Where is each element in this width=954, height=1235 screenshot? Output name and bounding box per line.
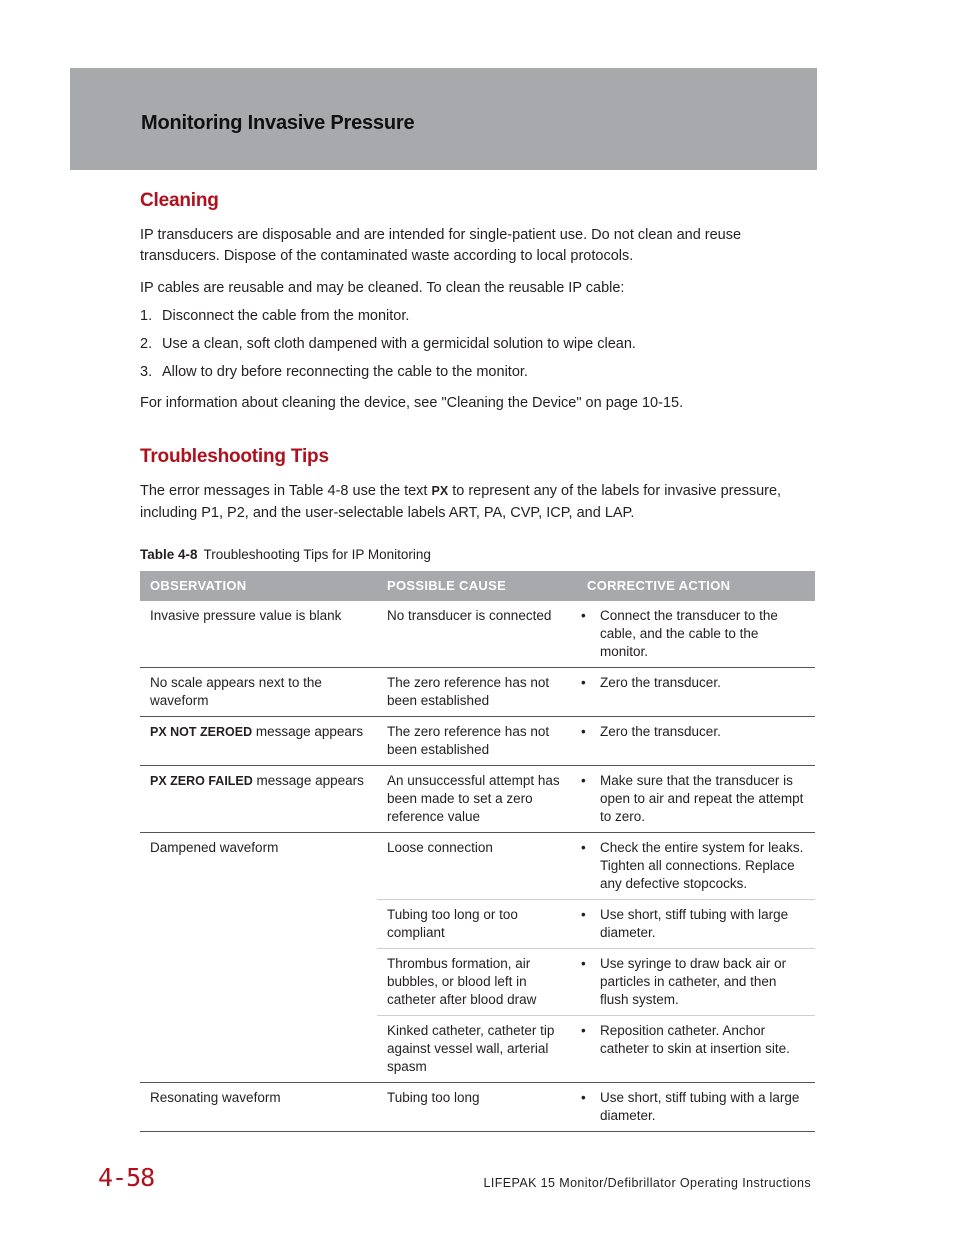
observation-cell: Dampened waveform: [140, 833, 377, 1083]
table-caption: [140, 547, 431, 562]
cleaning-heading: Cleaning: [140, 190, 219, 211]
cause-cell: The zero reference has not been established: [377, 717, 577, 766]
column-header-corrective-action: CORRECTIVE ACTION: [577, 571, 815, 601]
action-bullet: • Reposition catheter. Anchor catheter to skin at insertion site.: [581, 1022, 805, 1058]
chapter-header-band: [70, 68, 817, 170]
action-cell: [577, 601, 815, 668]
action-bullet: • Use short, stiff tubing with large diameter.: [581, 906, 805, 942]
table-header-row: [140, 571, 815, 601]
cleaning-step-3: 3. Allow to dry before reconnecting the cable to the monitor.: [140, 364, 528, 380]
observation-cell: PX ZERO FAILED message appears: [140, 766, 377, 833]
table-row: [140, 833, 815, 900]
action-cell: [577, 766, 815, 833]
action-bullet: • Make sure that the transducer is open to air and repeat the attempt to zero.: [581, 772, 805, 826]
troubleshooting-intro: The error messages in Table 4-8 use the text PX to represent any of the labels for invasive pressure, including P1, P2, and the user-selectable labels ART, PA, CVP, ICP, and LAP.: [140, 483, 782, 521]
action-bullet: • Use short, stiff tubing with a large diameter.: [581, 1089, 805, 1125]
cause-cell: The zero reference has not been established: [377, 668, 577, 717]
action-bullet: • Check the entire system for leaks. Tighten all connections. Replace any defective stopcocks.: [581, 839, 805, 893]
footer-document-title: LIFEPAK 15 Monitor/Defibrillator Operating Instructions: [483, 1176, 811, 1190]
action-bullet: • Zero the transducer.: [581, 723, 805, 741]
troubleshooting-table: [140, 571, 815, 1132]
cleaning-paragraph-2: IP cables are reusable and may be cleaned. To clean the reusable IP cable:: [140, 280, 625, 296]
table-row: [140, 601, 815, 668]
observation-message-code: PX ZERO FAILED: [150, 774, 253, 788]
observation-message-code: PX NOT ZEROED: [150, 725, 253, 739]
action-bullet: • Connect the transducer to the cable, and the cable to the monitor.: [581, 607, 805, 661]
cause-cell: Tubing too long: [377, 1083, 577, 1132]
action-cell: [577, 717, 815, 766]
action-bullet: • Zero the transducer.: [581, 674, 805, 692]
action-cell: [577, 1016, 815, 1083]
table-caption-label: Table 4-8: [140, 547, 198, 562]
observation-cell: Invasive pressure value is blank: [140, 601, 377, 668]
column-header-possible-cause: POSSIBLE CAUSE: [377, 571, 577, 601]
table-row: [140, 766, 815, 833]
table-row: [140, 717, 815, 766]
action-bullet: • Use syringe to draw back air or particles in catheter, and then flush system.: [581, 955, 805, 1009]
action-cell: [577, 668, 815, 717]
column-header-observation: OBSERVATION: [140, 571, 377, 601]
cause-cell: No transducer is connected: [377, 601, 577, 668]
action-cell: [577, 833, 815, 900]
table-row: [140, 668, 815, 717]
cause-cell: An unsuccessful attempt has been made to set a zero reference value: [377, 766, 577, 833]
cleaning-step-2: 2. Use a clean, soft cloth dampened with a germicidal solution to wipe clean.: [140, 336, 636, 352]
observation-cell: Resonating waveform: [140, 1083, 377, 1132]
observation-cell: No scale appears next to the waveform: [140, 668, 377, 717]
cause-cell: Loose connection: [387, 840, 493, 855]
cleaning-paragraph-1: IP transducers are disposable and are intended for single-patient use. Do not clean and reuse transducers. Dispose of the contaminated waste according to local protocols.: [140, 227, 742, 264]
table-caption-text: Troubleshooting Tips for IP Monitoring: [203, 547, 431, 562]
action-cell: [577, 900, 815, 949]
cause-cell: Kinked catheter, catheter tip against vessel wall, arterial spasm: [377, 1016, 577, 1083]
cleaning-step-1: 1. Disconnect the cable from the monitor.: [140, 308, 410, 324]
observation-cell: PX NOT ZEROED message appears: [140, 717, 377, 766]
table-row: [140, 1083, 815, 1132]
action-cell: [577, 1083, 815, 1132]
cause-cell: Thrombus formation, air bubbles, or blood left in catheter after blood draw: [377, 949, 577, 1016]
cleaning-reference-paragraph: For information about cleaning the device, see "Cleaning the Device" on page 10-15.: [140, 395, 684, 411]
chapter-title: Monitoring Invasive Pressure: [141, 112, 415, 134]
action-cell: [577, 949, 815, 1016]
troubleshooting-heading: Troubleshooting Tips: [140, 446, 329, 467]
page-number: 4-58: [98, 1163, 155, 1192]
cause-cell: Tubing too long or too compliant: [377, 900, 577, 949]
